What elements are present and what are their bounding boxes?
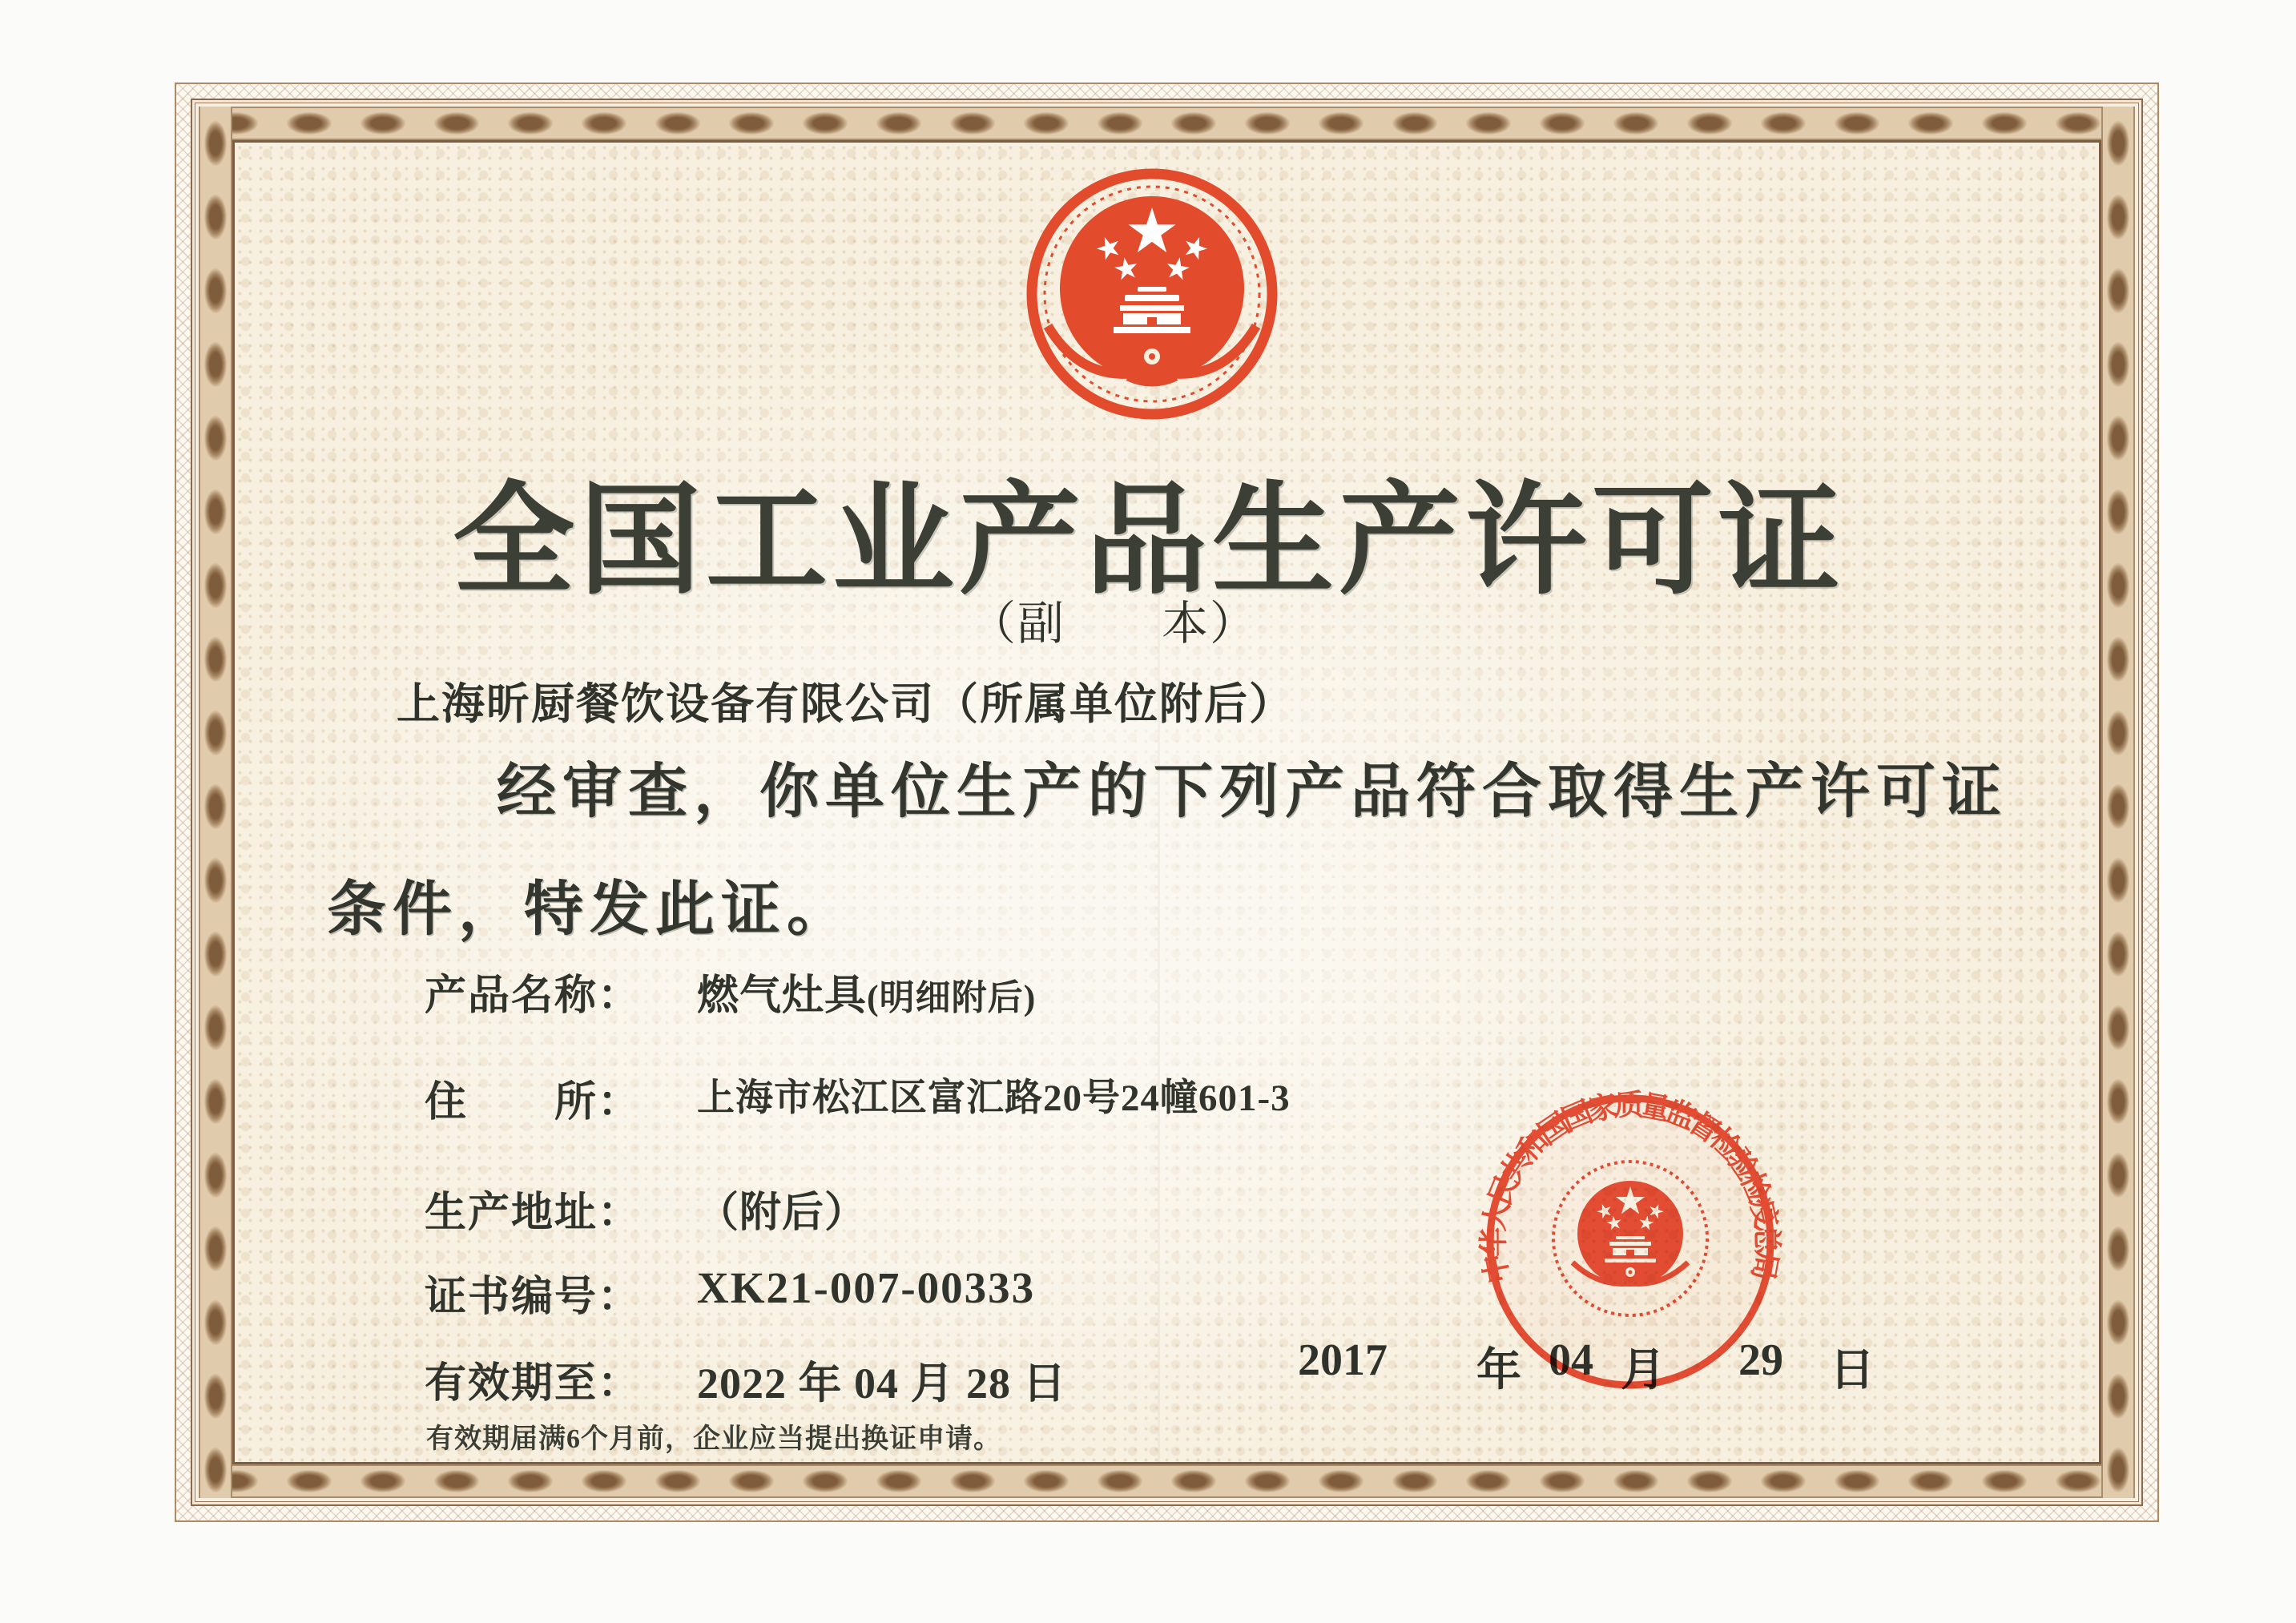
valid-until-value: 2022 年 04 月 28 日	[697, 1359, 1067, 1408]
certificate-title: 全国工业产品生产许可证	[453, 474, 1845, 609]
guilloche-band-bottom	[199, 1464, 2135, 1498]
certificate-frame	[175, 83, 2159, 1522]
issue-year: 2017	[1298, 1335, 1388, 1385]
issue-year-unit: 年	[1476, 1346, 1521, 1395]
product-label: 产品名称：	[425, 973, 642, 1019]
production-address-value: （附后）	[697, 1190, 868, 1236]
body-paragraph-line-1: 经审查，你单位生产的下列产品符合取得生产许可证	[497, 759, 2008, 825]
official-seal-icon	[1478, 1089, 1782, 1394]
certificate-number-label: 证书编号：	[425, 1275, 642, 1320]
guilloche-band-right	[2101, 107, 2135, 1498]
product-value: 燃气灶具(明细附后)	[697, 973, 1037, 1019]
certificate-number-value: XK21-007-00333	[697, 1263, 1036, 1312]
guilloche-band-top	[199, 107, 2135, 140]
valid-until-label: 有效期至：	[425, 1361, 642, 1407]
address-label: 住 所：	[425, 1080, 642, 1126]
issue-day-unit: 日	[1830, 1346, 1875, 1395]
issue-day: 29	[1738, 1335, 1783, 1385]
address-value: 上海市松江区富汇路20号24幢601-3	[697, 1077, 1291, 1119]
guilloche-band-left	[199, 107, 232, 1498]
renewal-note: 有效期届满6个月前，企业应当提出换证申请。	[426, 1424, 1001, 1454]
body-paragraph-line-2: 条件，特发此证。	[327, 877, 852, 943]
national-emblem-icon	[1016, 162, 1288, 450]
production-address-label: 生产地址：	[425, 1190, 642, 1236]
company-line: 上海昕厨餐饮设备有限公司（所属单位附后）	[397, 680, 1294, 728]
seal-text: 中华人民共和国国家质量监督检验检疫总局	[1478, 1089, 1782, 1287]
certificate-subtitle: （副 本）	[969, 598, 1259, 650]
